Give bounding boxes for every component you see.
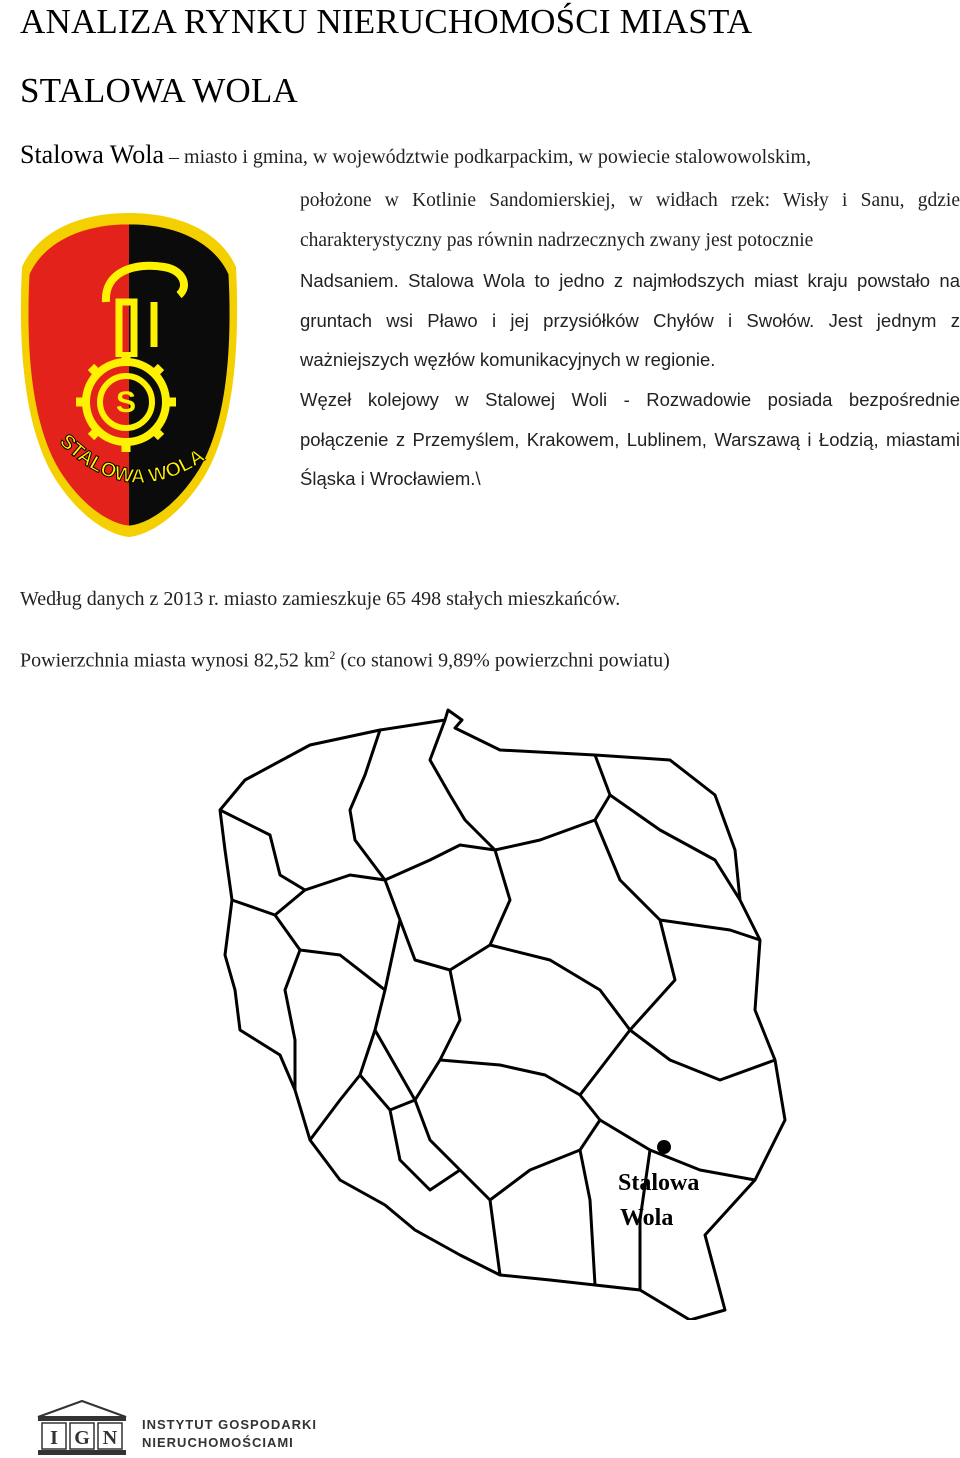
area-statement bbox=[20, 648, 670, 673]
logo-letter-i: I bbox=[50, 1427, 58, 1449]
logo-letter-n: N bbox=[102, 1427, 118, 1449]
paragraph-text-1: położone w Kotlinie Sandomierskiej, w widłach rzek: Wisły i Sanu, gdzie charakterystyczny pas równin nadrzecznych zwany jest potocznie bbox=[300, 190, 960, 251]
document-title-line-2: STALOWA WOLA bbox=[20, 71, 298, 110]
map-label-line-1: Stalowa bbox=[618, 1170, 700, 1196]
paragraph-block-1 bbox=[300, 181, 960, 260]
crest-letter: S bbox=[115, 386, 137, 419]
area-suffix: (co stanowi 9,89% powierzchni powiatu) bbox=[335, 649, 670, 672]
population-statement: Według danych z 2013 r. miasto zamieszkuje 65 498 stałych mieszkańców. bbox=[20, 588, 621, 610]
crest-band-text: STALOWA WOLA bbox=[55, 430, 209, 488]
intro-rest: – miasto i gmina, w województwie podkarpackim, w powiecie stalowowolskim, bbox=[164, 146, 812, 168]
paragraph-block-3 bbox=[300, 380, 960, 499]
document-title-line-1: ANALIZA RYNKU NIERUCHOMOŚCI MIASTA bbox=[20, 2, 753, 41]
paragraph-text-3: Węzeł kolejowy w Stalowej Woli - Rozwadowie posiada bezpośrednie połączenie z Przemyślem, Krakowem, Lublinem, Warszawą i Łodzią, miastami Śląska i Wrocławiem.\ bbox=[300, 389, 960, 489]
intro-line bbox=[20, 140, 960, 170]
area-superscript: 2 bbox=[329, 648, 336, 662]
city-marker bbox=[657, 1140, 671, 1154]
logo-org-line-1: INSTYTUT GOSPODARKI bbox=[142, 1417, 318, 1432]
poland-voivodeship-map bbox=[200, 700, 800, 1320]
city-name: Stalowa Wola bbox=[20, 140, 165, 169]
paragraph-block-2 bbox=[300, 261, 960, 380]
logo-letter-g: G bbox=[74, 1427, 90, 1449]
stalowa-wola-crest-logo bbox=[14, 207, 244, 541]
paragraph-text-2: Nadsaniem. Stalowa Wola to jedno z najmłodszych miast kraju powstało na gruntach wsi Pławo i jej przysiółków Chyłów i Swołów. Jest jednym z ważniejszych węzłów komunikacyjnych w regionie. bbox=[300, 270, 960, 370]
map-label-line-2: Wola bbox=[620, 1205, 674, 1231]
logo-org-line-2: NIERUCHOMOŚCIAMI bbox=[142, 1435, 294, 1450]
ign-institute-logo bbox=[30, 1395, 350, 1457]
area-prefix: Powierzchnia miasta wynosi 82,52 km bbox=[20, 649, 330, 672]
